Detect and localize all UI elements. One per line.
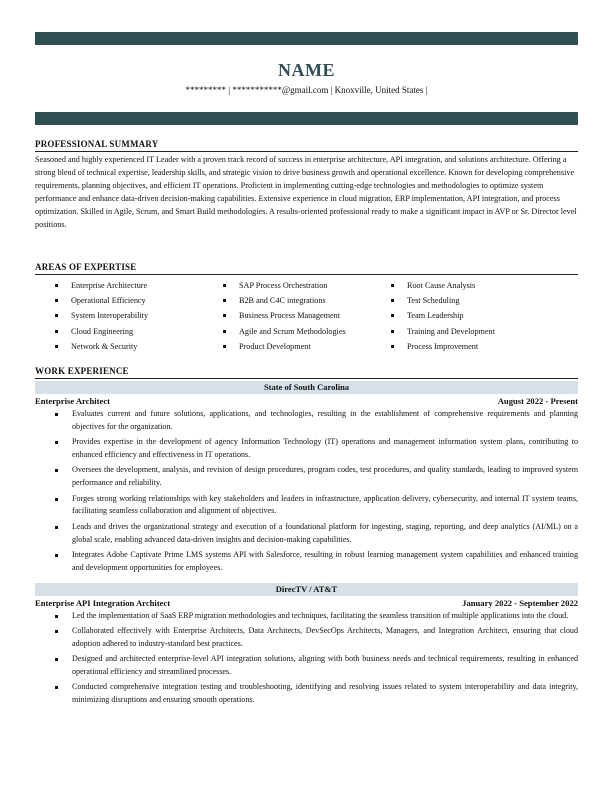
candidate-name: NAME (278, 60, 335, 80)
job-title: Enterprise API Integration Architect (35, 597, 171, 608)
expertise-item: System Interoperability (35, 308, 203, 323)
header-bottom-bar (35, 112, 578, 125)
professional-summary-section (35, 139, 578, 232)
job-bullet: Leads and drives the organizational strategy and execution of a foundational platform for ingesting, staging, reporting, and deep analytics (AI/ML) on a global scale, enabling advanced data-driven insights and decision-making capabilities. (35, 521, 578, 547)
job-header (35, 395, 578, 408)
expertise-item: Process Improvement (371, 339, 551, 354)
job-bullet: Oversees the development, analysis, and revision of design procedures, program codes, test procedures, and quality standards, leading to improved system performance and reliability. (35, 464, 578, 490)
expertise-item: Cloud Engineering (35, 324, 203, 339)
job-bullet: Led the implementation of SaaS ERP migration methodologies and techniques, facilitating the seamless transition of multiple applications into the cloud. (35, 610, 578, 623)
expertise-item: Network & Security (35, 339, 203, 354)
section-title-experience: WORK EXPERIENCE (35, 366, 578, 379)
job-bullet: Forges strong working relationships with key stakeholders and leaders in infrastructure, application delivery, cybersecurity, and internal IT system teams, facilitating seamless collaboration and alignment of objectives. (35, 493, 578, 519)
job-bullet: Evaluates current and future solutions, applications, and technologies, resulting in the establishment of comprehensive requirements and planning objectives for the organization. (35, 408, 578, 434)
expertise-item: Enterprise Architecture (35, 278, 203, 293)
expertise-item: Agile and Scrum Methodologies (203, 324, 371, 339)
job-bullet: Designed and architected enterprise-level API integration solutions, aligning with both business needs and technical requirements, resulting in enhanced operational efficiency and streamlined processes. (35, 653, 578, 679)
job-bullets (35, 408, 578, 575)
job-bullet: Collaborated effectively with Enterprise Architects, Data Architects, DevSecOps Architects, Managers, and Integration Architect, ensuring that cloud adoption adhered to industry-standard best practices. (35, 625, 578, 651)
summary-text: Seasoned and highly experienced IT Leader with a proven track record of success in enterprise architecture, API integration, and solutions architecture. Offering a strong blend of technical expertise, leadership skills, and strategic vision to drive business growth and operational excellence. Known for developing comprehensive requirements, planning objectives, and efficient IT operations. Proficient in implementing cutting-edge technologies and methodologies to optimize system performance and enhance data-driven decision-making capabilities. Extensive experience in cloud migration, ERP implementation, API integration, and process optimization. Skilled in Agile, Scrum, and Smart Build methodologies. A results-oriented professional ready to make a significant impact in AVP or Sr. Director level positions. (35, 155, 577, 230)
expertise-list (35, 278, 578, 354)
expertise-item: Operational Efficiency (35, 293, 203, 308)
header-top-bar (35, 32, 578, 45)
expertise-item: Training and Development (371, 324, 551, 339)
areas-of-expertise-section (35, 262, 578, 354)
contact-line: ********* | ***********@gmail.com | Knoxville, United States | (185, 85, 428, 95)
work-experience-section (35, 366, 578, 709)
job-bullet: Provides expertise in the development of agency Information Technology (IT) operations and management information system plans, contributing to enhanced efficiency and effectiveness in IT operations. (35, 436, 578, 462)
expertise-item: Product Development (203, 339, 371, 354)
expertise-item: Test Scheduling (371, 293, 551, 308)
job-entry (35, 583, 578, 707)
job-header (35, 597, 578, 610)
company-band: DirecTV / AT&T (35, 583, 578, 596)
company-band: State of South Carolina (35, 381, 578, 394)
job-bullets (35, 610, 578, 707)
job-dates: August 2022 - Present (497, 396, 578, 406)
job-bullet: Integrates Adobe Captivate Prime LMS systems API with Salesforce, resulting in robust learning management system capabilities and enhanced training and development opportunities for employees. (35, 549, 578, 575)
job-entry (35, 381, 578, 575)
expertise-item: Team Leadership (371, 308, 551, 323)
expertise-item: Root Cause Analysis (371, 278, 551, 293)
job-title: Enterprise Architect (35, 396, 111, 406)
section-title-expertise: AREAS OF EXPERTISE (35, 262, 578, 275)
section-title-summary: PROFESSIONAL SUMMARY (35, 139, 578, 152)
expertise-item: Business Process Management (203, 308, 371, 323)
job-bullet: Conducted comprehensive integration testing and troubleshooting, identifying and resolving issues related to system interoperability and data integrity, minimizing disruptions and ensuring smooth operations. (35, 681, 578, 707)
expertise-item: B2B and C4C integrations (203, 293, 371, 308)
expertise-item: SAP Process Orchestration (203, 278, 371, 293)
job-dates: January 2022 - September 2022 (462, 597, 578, 608)
